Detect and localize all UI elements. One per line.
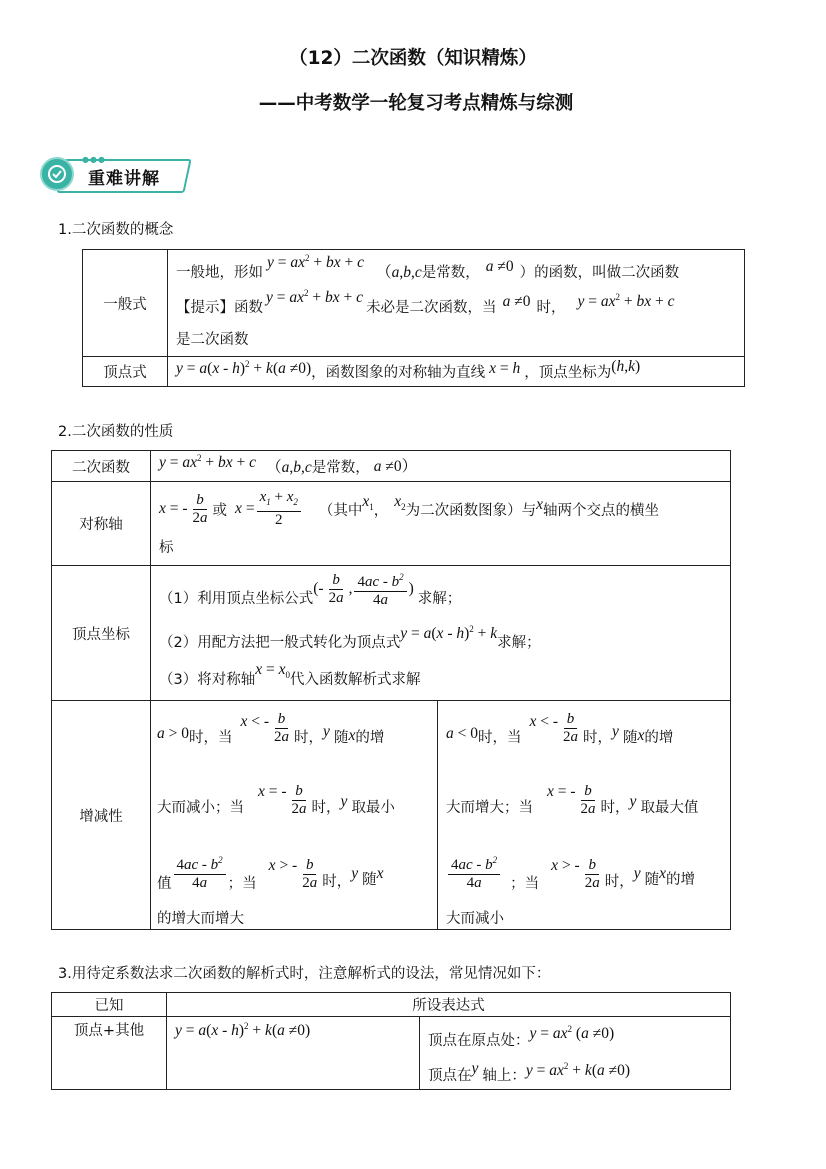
text: 一般地，形如 <box>176 264 263 281</box>
fraction: $\frac{b}{2a}$ <box>580 782 596 817</box>
formula: x = - <box>159 500 188 517</box>
text: 代入函数解析式求解 <box>290 671 421 688</box>
text: ，顶点坐标为 <box>524 365 612 381</box>
fraction: $\frac{4ac - b^2}{4a}$ <box>354 569 406 609</box>
formula: a < 0 <box>446 725 478 742</box>
text: 的增 <box>355 729 385 746</box>
section3-heading: 3.用待定系数法求二次函数的解析式时，注意解析式的设法，常见情况如下： <box>58 966 551 982</box>
expression-table <box>51 992 731 1090</box>
formula: x > - <box>268 857 298 874</box>
text: 未必是二次函数，当 <box>366 299 497 316</box>
row-label: 顶点+其他 <box>52 1017 167 1090</box>
formula: $y = ax^2$ + bx + c <box>577 292 675 311</box>
text: ，函数图象的对称轴为直线 <box>311 365 486 381</box>
formula: $x_2$ <box>394 493 406 513</box>
formula: x > - <box>551 857 580 874</box>
text: 的增 <box>666 871 695 888</box>
text: 时，当 <box>478 729 522 746</box>
cell-label: 顶点坐标 <box>52 566 151 701</box>
formula: a ≠0 <box>485 258 514 275</box>
formula: x = <box>235 500 255 517</box>
text: 取最小 <box>351 799 395 816</box>
formula: $x = x_0$ <box>255 661 291 681</box>
fraction: $\frac{b}{2a}$ <box>328 571 344 606</box>
formula: x = h <box>489 359 521 377</box>
text: 是常数， <box>421 264 480 281</box>
formula: , <box>348 580 353 597</box>
formula: (h,k) <box>611 357 641 375</box>
formula: $x_1$ <box>362 493 374 513</box>
cell-label: 增减性 <box>52 701 151 930</box>
formula: $y = ax^2 + k(a \ne 0)$ <box>525 1061 631 1080</box>
cell-label: 一般式 <box>83 250 168 357</box>
fraction: $\frac{b}{2a}$ <box>584 856 600 891</box>
monotonic-left-cell <box>151 701 438 930</box>
properties-table <box>51 450 731 930</box>
text: 是二次函数 <box>176 331 249 348</box>
concept-table <box>82 249 745 387</box>
section1-heading: 1.二次函数的概念 <box>58 222 174 238</box>
formula: y <box>323 723 330 740</box>
text: 的增 <box>644 729 674 746</box>
text: 轴上： <box>482 1067 526 1084</box>
formula: y <box>471 1060 479 1077</box>
text: 时， <box>600 799 630 816</box>
special-cases-cell <box>420 1017 731 1090</box>
text: 求解； <box>497 634 541 651</box>
page-title: （12）二次函数（知识精炼） <box>289 48 537 69</box>
axis-cell <box>151 482 731 566</box>
fraction: $\frac{4ac - b^2}{4a}$ <box>174 852 226 892</box>
formula: ) <box>408 580 414 597</box>
text: 时， <box>536 299 566 316</box>
fraction: $\frac{x_1 + x_2}{2}$ <box>257 489 301 529</box>
check-icon <box>40 157 74 191</box>
text: 顶点在原点处： <box>428 1032 530 1049</box>
text: 随 <box>644 871 660 888</box>
text: 时， <box>311 799 341 816</box>
cell-label: 顶点式 <box>83 357 168 387</box>
formula: $y = ax^2$ + bx + c <box>266 288 364 307</box>
text: 【提示】函数 <box>176 299 263 316</box>
formula: y <box>612 723 619 740</box>
formula: a ≠0 <box>502 293 531 310</box>
text: ；当 <box>227 875 257 892</box>
fraction: $\frac{b}{2a}$ <box>302 856 318 891</box>
formula: x < - <box>529 713 559 730</box>
fraction: $\frac{b}{2a}$ <box>274 710 290 745</box>
text: 大而减小 <box>446 910 504 927</box>
text: ， <box>373 502 389 519</box>
text: 随 <box>622 729 638 746</box>
text: ；当 <box>510 875 540 892</box>
formula: x <box>376 865 384 882</box>
section-banner <box>40 156 190 194</box>
formula: x = - <box>547 783 576 800</box>
formula: x = - <box>258 783 287 800</box>
text: 求解； <box>417 590 462 607</box>
fraction: $\frac{b}{2a}$ <box>192 491 208 526</box>
text: 是常数， <box>311 459 370 476</box>
text: 随 <box>333 729 349 746</box>
text: 大而减小；当 <box>157 799 244 816</box>
cell-label: 二次函数 <box>52 451 151 482</box>
fraction: $\frac{4ac - b^2}{4a}$ <box>448 852 500 892</box>
formula: y <box>629 793 637 810</box>
monotonic-right-cell <box>438 701 731 930</box>
cell-label: 对称轴 <box>52 482 151 566</box>
vertex-form-cell <box>168 357 745 387</box>
formula: （a,b,c <box>266 459 312 476</box>
banner-label: 重难讲解 <box>88 169 160 189</box>
text: 取最大值 <box>640 799 699 816</box>
formula: (- <box>313 580 324 597</box>
formula: y = a(x - h)$^2$ + k(a ≠0) <box>176 358 312 378</box>
text: 时， <box>322 873 352 890</box>
col-header-expression: 所设表达式 <box>167 993 731 1017</box>
text: 值 <box>157 875 172 892</box>
definition-cell <box>151 451 731 482</box>
col-header-known: 已知 <box>52 993 167 1017</box>
formula: a ≠0） <box>373 458 418 475</box>
formula: x <box>348 727 356 744</box>
formula: x < - <box>240 713 270 730</box>
fraction: $\frac{b}{2a}$ <box>291 782 307 817</box>
formula: x <box>659 865 666 882</box>
formula: x <box>637 727 645 744</box>
formula: y = a(x - h)$^2$ + k(a ≠0) <box>175 1021 311 1040</box>
text: ）的函数，叫做二次函数 <box>519 264 680 281</box>
formula: $y = ax^2$ (a ≠0) <box>529 1024 615 1043</box>
formula: x <box>536 496 544 513</box>
banner-dots: ●●● <box>82 155 106 164</box>
text: 为二次函数图象）与 <box>405 502 537 519</box>
text: （1）利用顶点坐标公式 <box>159 590 314 607</box>
text: 时， <box>583 729 613 746</box>
formula: a > 0 <box>157 725 189 742</box>
formula: y <box>633 865 641 882</box>
text: 轴两个交点的横坐 <box>543 502 660 519</box>
text: 顶点在 <box>428 1067 472 1084</box>
section2-heading: 2.二次函数的性质 <box>58 424 174 440</box>
page-subtitle: ——中考数学一轮复习考点精炼与综测 <box>258 93 574 114</box>
formula: （a,b,c <box>376 264 422 281</box>
text: 标 <box>159 539 174 556</box>
formula: y <box>351 865 359 882</box>
vertex-cell <box>151 566 731 701</box>
text: 时， <box>604 873 634 890</box>
text: 大而增大；当 <box>446 799 533 816</box>
general-form-cell <box>168 250 745 357</box>
text: 时，当 <box>189 729 233 746</box>
vertex-form-cell <box>167 1017 420 1090</box>
text: 随 <box>362 871 377 888</box>
formula: $y = ax^2$ + bx + c <box>159 453 257 472</box>
text: 或 <box>212 502 228 519</box>
text: （3）将对称轴 <box>159 671 256 688</box>
fraction: $\frac{b}{2a}$ <box>563 710 579 745</box>
formula: y = a(x - h)$^2$ + k <box>400 624 498 643</box>
formula: y <box>340 793 348 810</box>
text: 的增大而增大 <box>157 910 244 927</box>
text: （其中 <box>318 502 363 519</box>
formula: $y = ax^2$ + bx + c <box>267 253 365 272</box>
text: （2）用配方法把一般式转化为顶点式 <box>159 634 401 651</box>
text: 时， <box>294 729 324 746</box>
